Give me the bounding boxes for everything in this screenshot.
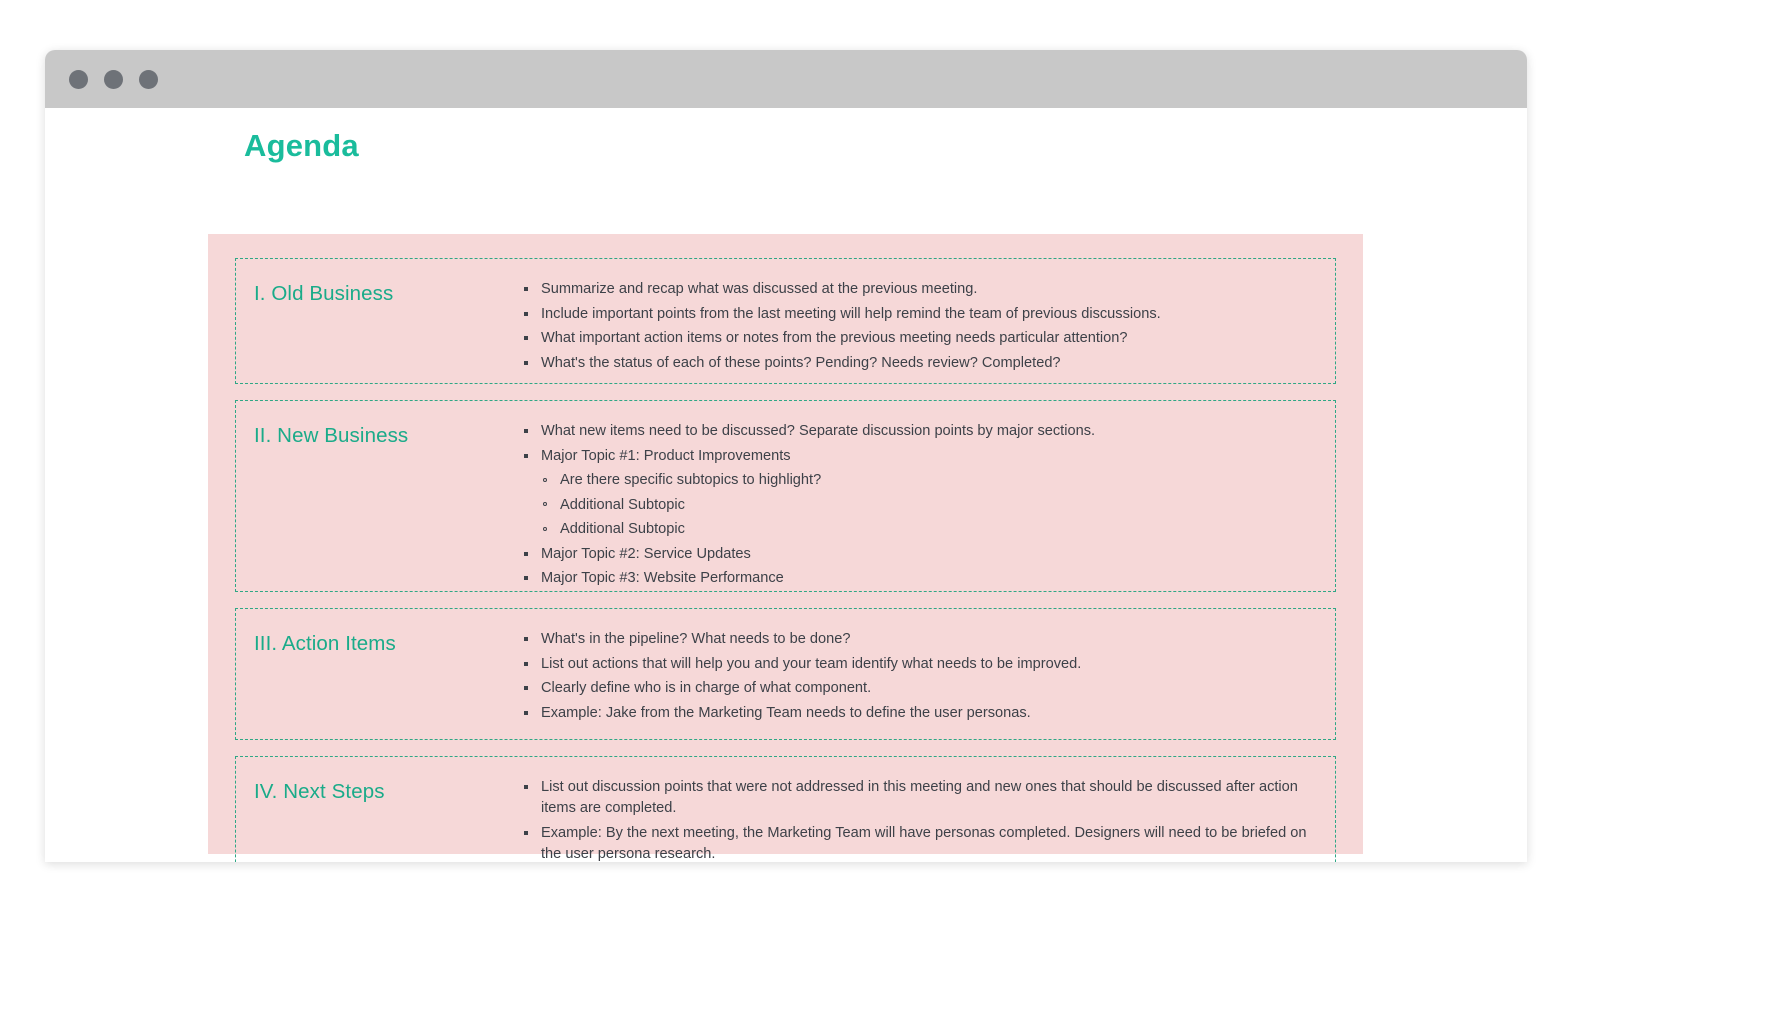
section-body (522, 259, 1335, 377)
section-body (522, 401, 1335, 593)
list-item: Include important points from the last meeting will help remind the team of previous discussions. (522, 304, 1315, 325)
bullet-list (522, 777, 1315, 862)
section-body (522, 609, 1335, 727)
agenda-section-new-business (235, 400, 1336, 592)
window-maximize-dot-icon[interactable] (139, 70, 158, 89)
bullet-list (522, 629, 1315, 724)
browser-viewport (45, 108, 1527, 862)
sub-list-item: Additional Subtopic (522, 519, 1315, 540)
list-item: List out discussion points that were not addressed in this meeting and new ones that should be discussed after action items are completed. (522, 777, 1315, 819)
section-title: I. Old Business (254, 282, 394, 305)
agenda-section-old-business (235, 258, 1336, 384)
section-title: III. Action Items (254, 632, 396, 655)
agenda-slide (45, 108, 1527, 862)
list-item: Major Topic #2: Service Updates (522, 544, 1315, 565)
agenda-section-action-items (235, 608, 1336, 740)
section-title: IV. Next Steps (254, 780, 385, 803)
list-item: What new items need to be discussed? Separate discussion points by major sections. (522, 421, 1315, 442)
section-title: II. New Business (254, 424, 409, 447)
list-item: Major Topic #3: Website Performance (522, 568, 1315, 589)
sub-bullet-list (522, 470, 1315, 540)
list-item: What important action items or notes from the previous meeting needs particular attention? (522, 328, 1315, 349)
list-item: What's in the pipeline? What needs to be done? (522, 629, 1315, 650)
bullet-list (522, 279, 1315, 374)
bullet-list (522, 544, 1315, 590)
list-item: List out actions that will help you and your team identify what needs to be improved. (522, 654, 1315, 675)
sub-list-item: Additional Subtopic (522, 495, 1315, 516)
list-item: Summarize and recap what was discussed at the previous meeting. (522, 279, 1315, 300)
agenda-panel (208, 234, 1363, 862)
list-item: Clearly define who is in charge of what component. (522, 678, 1315, 699)
section-body (522, 757, 1335, 862)
window-close-dot-icon[interactable] (69, 70, 88, 89)
browser-window (45, 50, 1527, 862)
browser-titlebar (45, 50, 1527, 108)
list-item: What's the status of each of these points? Pending? Needs review? Completed? (522, 353, 1315, 374)
agenda-section-next-steps (235, 756, 1336, 862)
list-item: Major Topic #1: Product Improvements (522, 446, 1315, 467)
bullet-list (522, 421, 1315, 467)
list-item: Example: Jake from the Marketing Team needs to define the user personas. (522, 703, 1315, 724)
sub-list-item: Are there specific subtopics to highlight? (522, 470, 1315, 491)
page-title: Agenda (244, 128, 359, 163)
list-item: Example: By the next meeting, the Marketing Team will have personas completed. Designers will need to be briefed on the user persona research. (522, 823, 1315, 863)
window-minimize-dot-icon[interactable] (104, 70, 123, 89)
